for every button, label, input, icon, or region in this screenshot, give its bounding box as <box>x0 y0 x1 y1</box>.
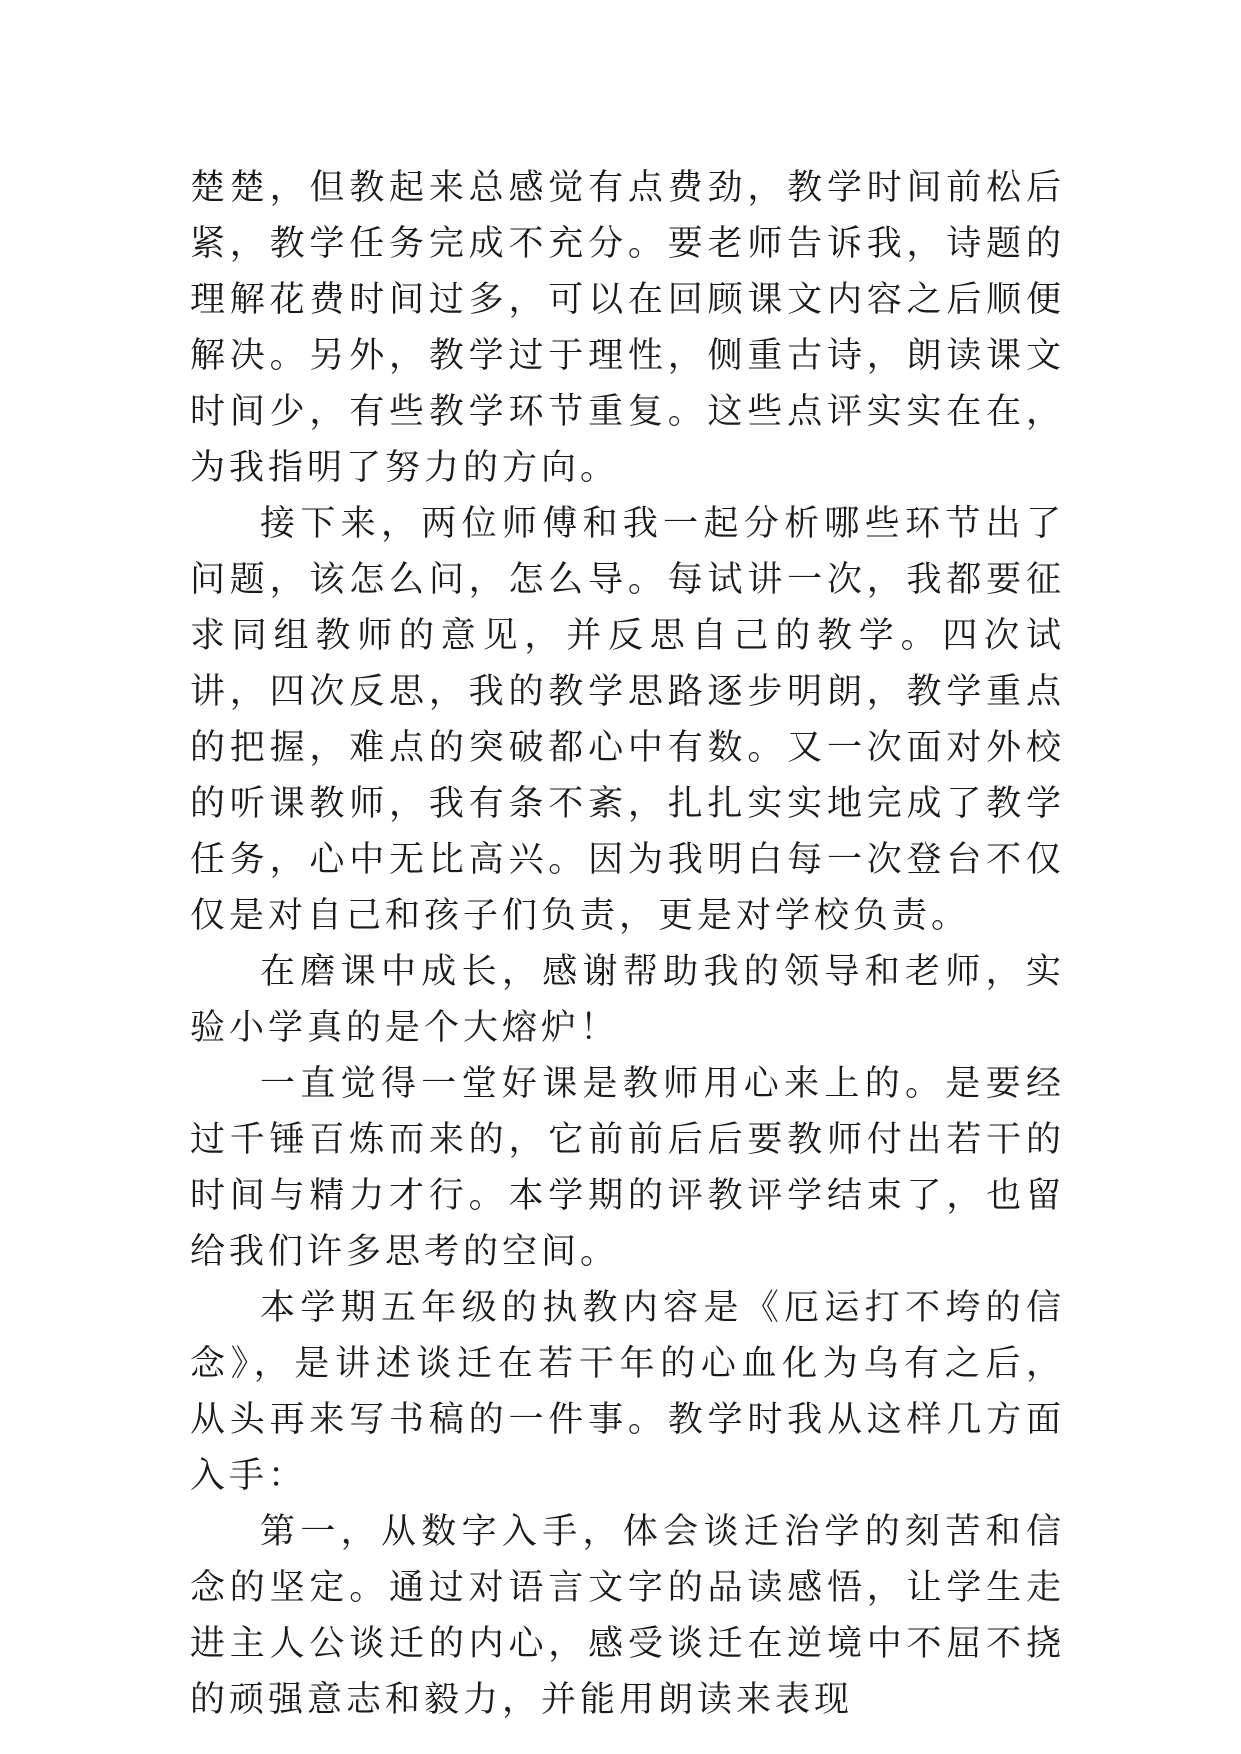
paragraph-4: 一直觉得一堂好课是教师用心来上的。是要经过千锤百炼而来的，它前前后后要教师付出若干的时间与精力才行。本学期的评教评学结束了，也留给我们许多思考的空间。 <box>190 1064 1065 1272</box>
document-body <box>190 160 1065 1728</box>
paragraph-3: 在磨课中成长，感谢帮助我的领导和老师，实验小学真的是个大熔炉！ <box>190 952 1065 1048</box>
paragraph-5: 本学期五年级的执教内容是《厄运打不垮的信念》，是讲述谈迁在若干年的心血化为乌有之后，从头再来写书稿的一件事。教学时我从这样几方面入手： <box>190 1288 1065 1496</box>
paragraph-6: 第一，从数字入手，体会谈迁治学的刻苦和信念的坚定。通过对语言文字的品读感悟，让学生走进主人公谈迁的内心，感受谈迁在逆境中不屈不挠的顽强意志和毅力，并能用朗读来表现 <box>190 1512 1065 1720</box>
paragraph-2: 接下来，两位师傅和我一起分析哪些环节出了问题，该怎么问，怎么导。每试讲一次，我都要征求同组教师的意见，并反思自己的教学。四次试讲，四次反思，我的教学思路逐步明朗，教学重点的把握，难点的突破都心中有数。又一次面对外校的听课教师，我有条不紊，扎扎实实地完成了教学任务，心中无比高兴。因为我明白每一次登台不仅仅是对自己和孩子们负责，更是对学校负责。 <box>190 504 1065 936</box>
paragraph-1: 楚楚，但教起来总感觉有点费劲，教学时间前松后紧，教学任务完成不充分。要老师告诉我，诗题的理解花费时间过多，可以在回顾课文内容之后顺便解决。另外，教学过于理性，侧重古诗，朗读课文时间少，有些教学环节重复。这些点评实实在在，为我指明了努力的方向。 <box>190 168 1065 488</box>
